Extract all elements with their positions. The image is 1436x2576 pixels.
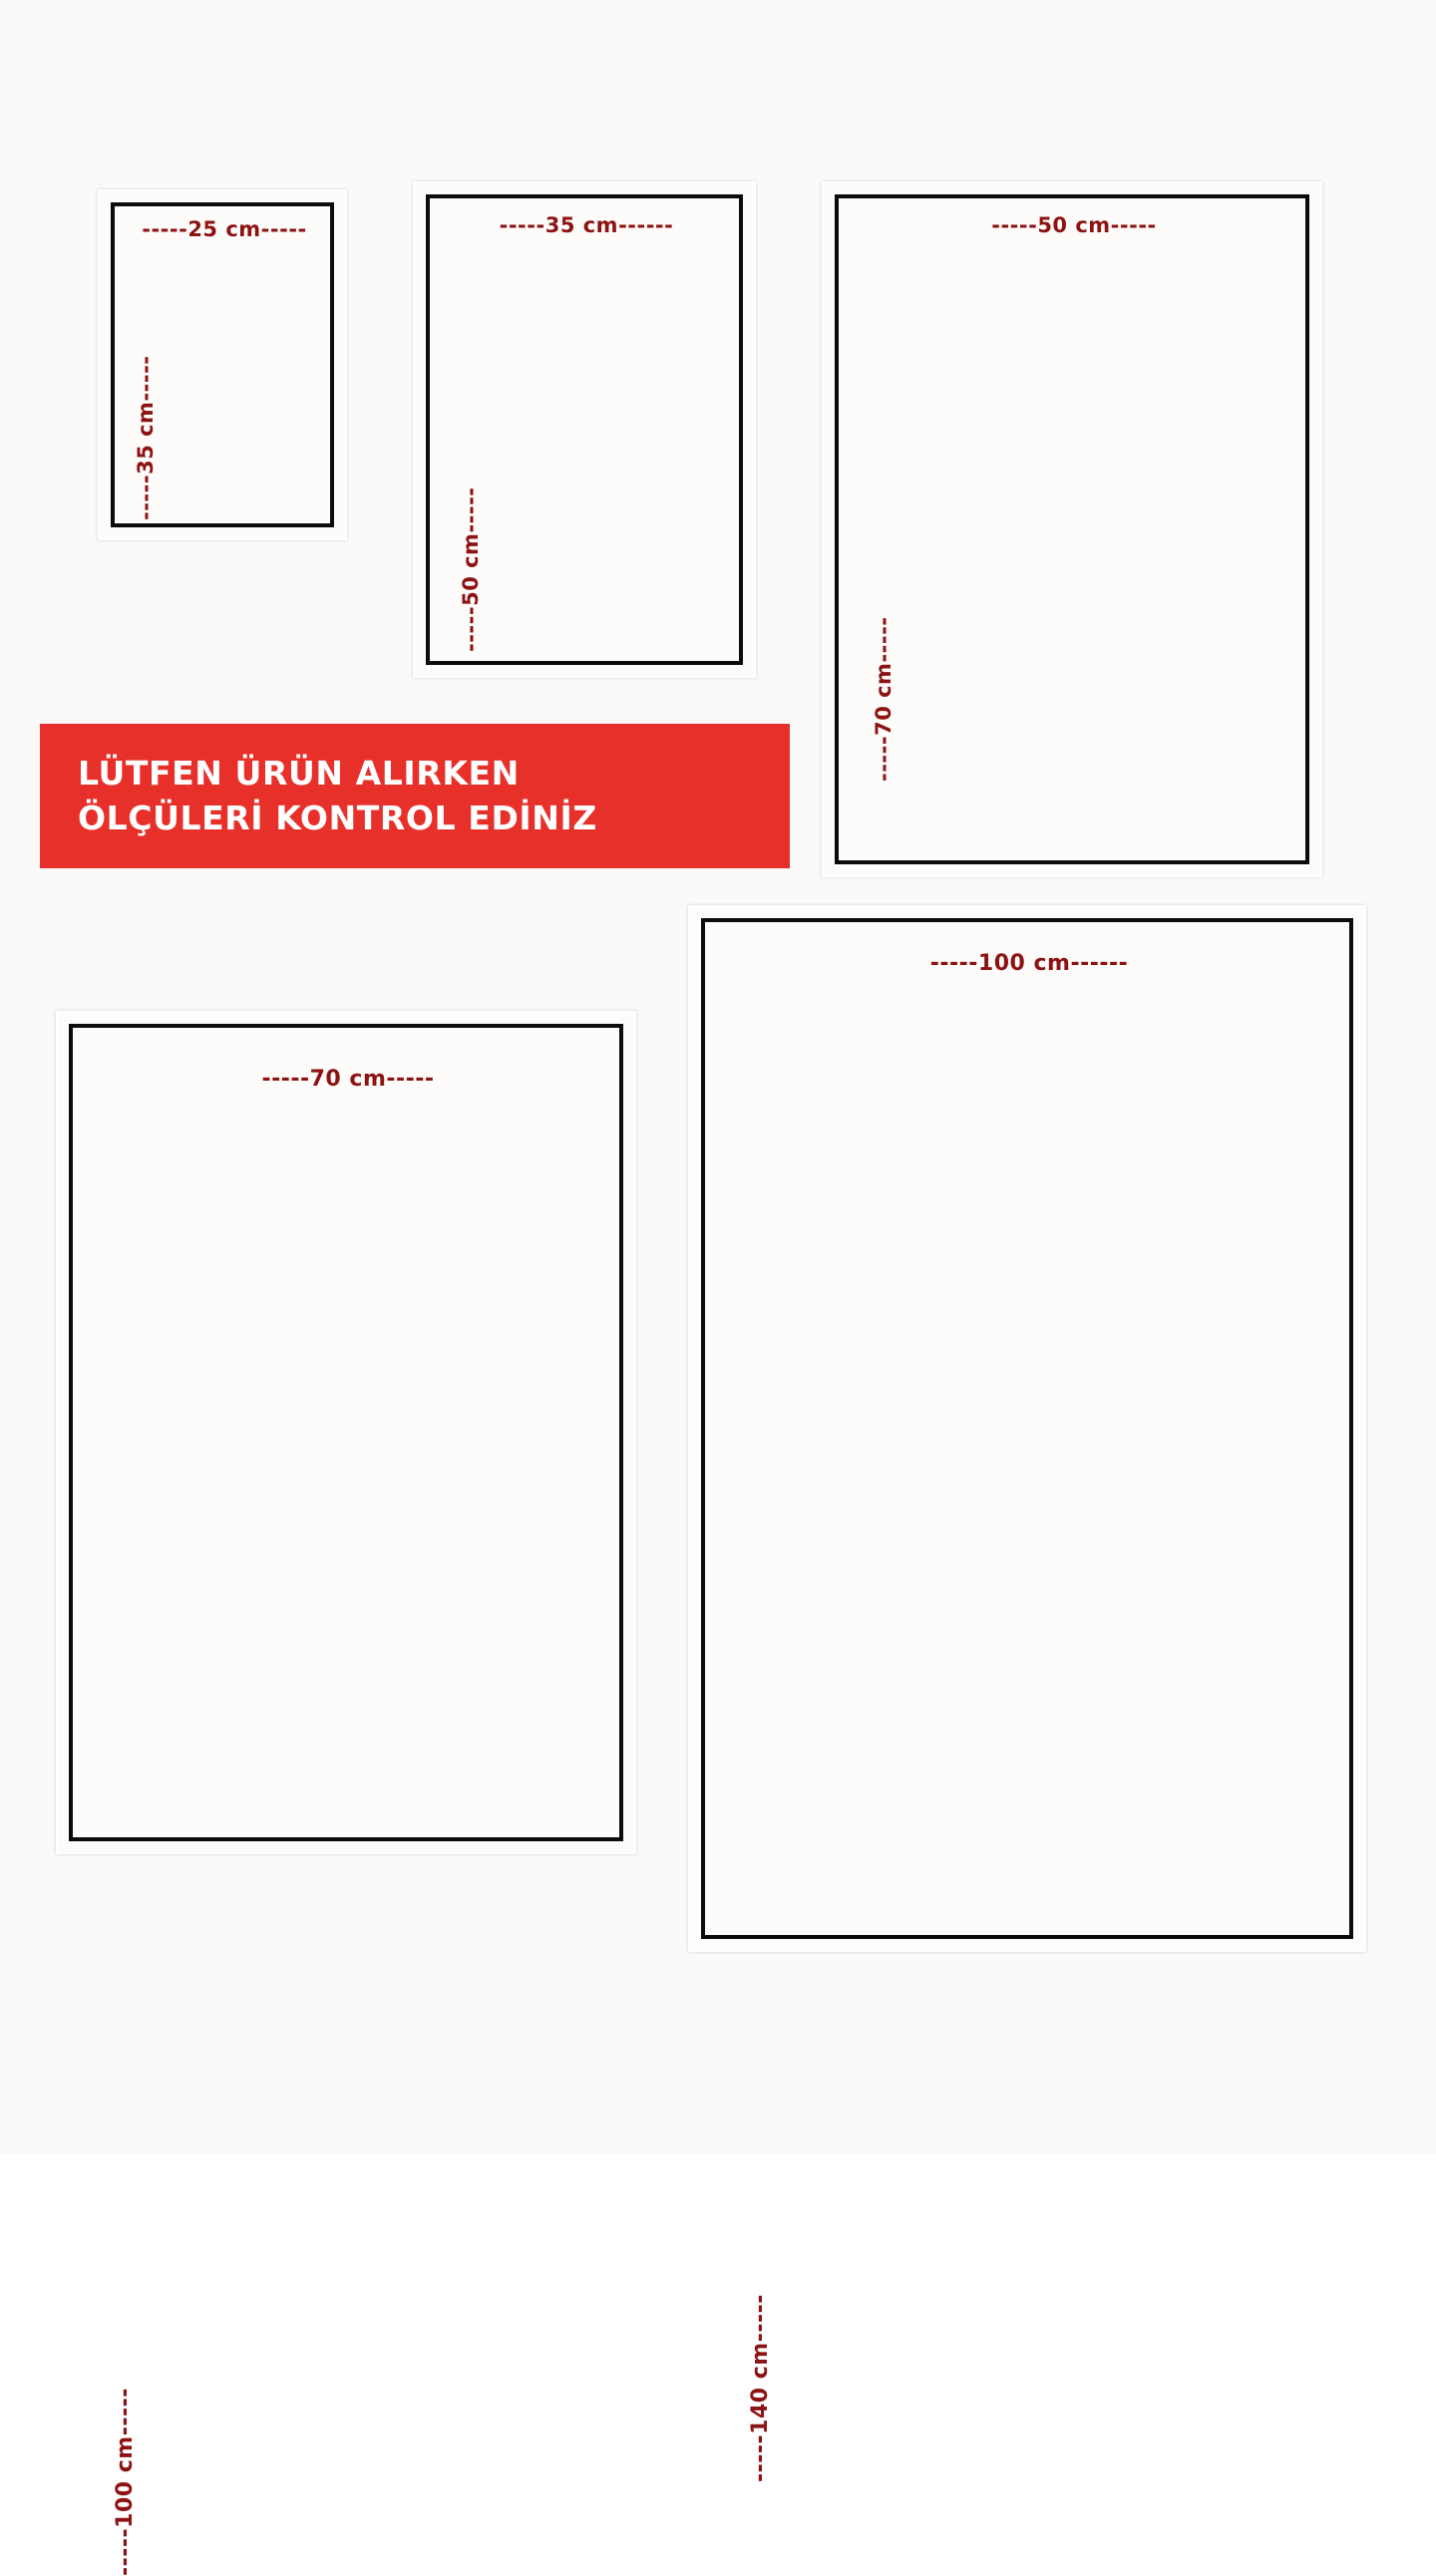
frame-70x100-inner (69, 1024, 623, 1841)
frame-35x50-height-label: -----50 cm----- (459, 486, 483, 652)
frame-70x100-height-label: -----100 cm----- (113, 2388, 138, 2576)
frame-35x50 (413, 181, 756, 678)
warning-banner-line-2: ÖLÇÜLERİ KONTROL EDİNİZ (78, 798, 597, 837)
warning-banner (40, 724, 790, 868)
frame-100x140-width-label: -----100 cm------ (929, 951, 1129, 976)
frame-100x140 (688, 905, 1366, 2482)
frame-70x100 (56, 1011, 636, 2576)
frame-100x140-height-label: -----140 cm----- (748, 2294, 773, 2482)
frame-50x70-inner (835, 194, 1309, 864)
frame-70x100-width-label: -----70 cm----- (261, 1067, 435, 1092)
frame-35x50-width-label: -----35 cm------ (499, 213, 674, 237)
frame-50x70-height-label: -----70 cm----- (872, 616, 896, 782)
warning-banner-line-1: LÜTFEN ÜRÜN ALIRKEN (78, 754, 520, 794)
frame-50x70 (822, 181, 1322, 877)
frame-50x70-width-label: -----50 cm----- (991, 213, 1157, 237)
frame-25x35-height-label: -----35 cm----- (134, 355, 158, 520)
frame-100x140-inner (701, 918, 1353, 1939)
frame-25x35 (98, 189, 347, 540)
frame-25x35-width-label: -----25 cm----- (142, 217, 307, 241)
